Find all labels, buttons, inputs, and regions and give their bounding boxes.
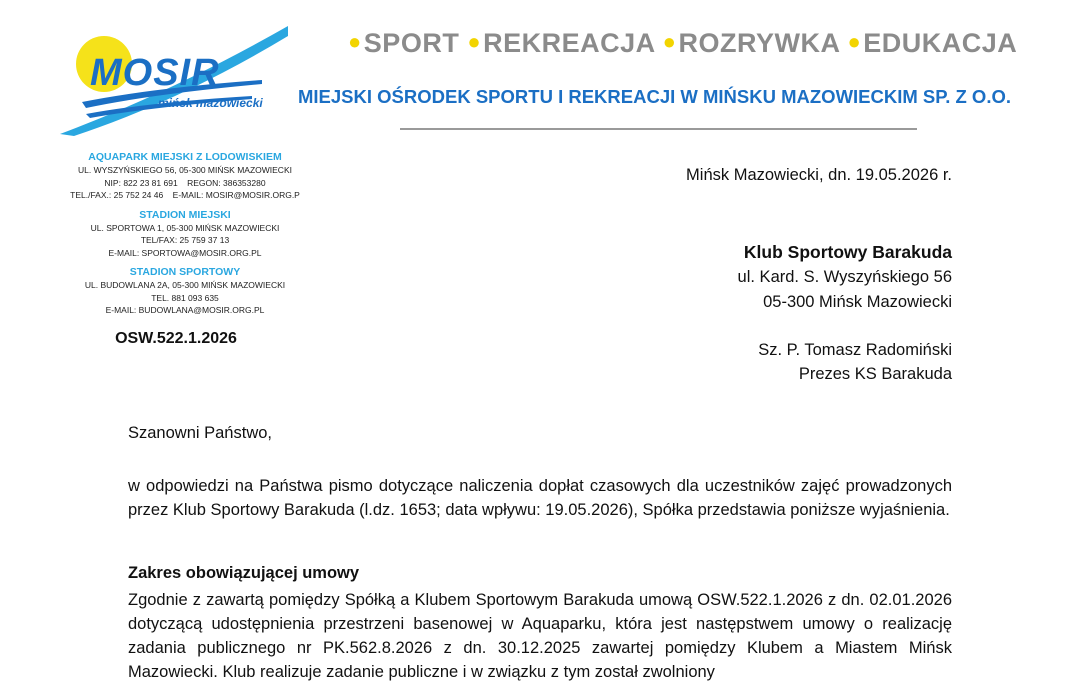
recipient-name: Klub Sportowy Barakuda (743, 242, 952, 262)
salutation: Szanowni Państwo, (128, 424, 272, 442)
slogan-item: SPORT (363, 28, 460, 58)
logo-tagline: mińsk mazowiecki (158, 96, 263, 110)
contact-section-title: AQUAPARK MIEJSKI Z LODOWISKIEM (88, 151, 282, 163)
attention-person: Sz. P. Tomasz Radomiński (758, 341, 952, 359)
bullet-dot-icon: ● (662, 29, 677, 54)
bullet-dot-icon: ● (348, 29, 362, 54)
contacts-column (40, 150, 330, 317)
organization-name: MIEJSKI OŚRODEK SPORTU I REKREACJI W MIŃSKU MAZOWIECKIM SP. Z O.O. (298, 86, 1011, 107)
contact-section-title: STADION MIEJSKI (139, 208, 231, 221)
recipient-city: 05-300 Mińsk Mazowiecki (763, 293, 952, 311)
contact-section-title: STADION SPORTOWY (129, 266, 241, 278)
attention-block (758, 338, 952, 386)
reference-number: OSW.522.1.2026 (115, 330, 237, 347)
bullet-dot-icon: ● (847, 29, 862, 54)
slogan-item: REKREACJA (483, 28, 655, 58)
section-heading: Zakres obowiązującej umowy (128, 564, 360, 582)
header-slogan (348, 28, 1017, 59)
contact-phone: TEL. 881 093 635 (151, 292, 219, 303)
logo-wordmark: MOSIR (90, 52, 220, 94)
contact-email: E-MAIL: SPORTOWA@MOSIR.ORG.PL (108, 247, 262, 258)
contact-address: UL. BUDOWLANA 2A, 05-300 MIŃSK MAZOWIECKI (84, 280, 286, 290)
contact-phone-email: TEL./FAX.: 25 752 24 46 E-MAIL: MOSIR@MOSIR.ORG.P (70, 190, 300, 200)
slogan-item: ROZRYWKA (678, 28, 840, 58)
recipient-street: ul. Kard. S. Wyszyńskiego 56 (737, 268, 952, 286)
paragraph: w odpowiedzi na Państwa pismo dotyczące naliczenia dopłat czasowych dla uczestników zajęć prowadzonych przez Klub Sportowy Barakuda (l.dz. 1653; data wpływu: 19.05.2026), Spółka przedstawia poniższe wyjaśnienia. (128, 477, 952, 519)
contact-email: E-MAIL: BUDOWLANA@MOSIR.ORG.PL (105, 305, 265, 315)
paragraph: Zgodnie z zawartą pomiędzy Spółką a Klubem Sportowym Barakuda umową OSW.522.1.2026 z dn. 02.01.2026 dotyczącą udostępnienia przestrzeni basenowej w Aquaparku, która jest następstwem umowy o realizację zadania publicznego nr PK.562.8.2026 z dn. 30.12.2025 zawartej pomiędzy Klubem a Miastem Mińsk Mazowiecki. Klub realizuje zadanie publiczne i w związku z tym został zwolniony (128, 591, 952, 681)
bullet-dot-icon: ● (467, 29, 482, 54)
attention-title: Prezes KS Barakuda (798, 365, 952, 383)
recipient-block (738, 240, 952, 315)
date-line: Mińsk Mazowiecki, dn. 19.05.2026 r. (686, 166, 952, 184)
contact-address: UL. SPORTOWA 1, 05-300 MIŃSK MAZOWIECKI (90, 222, 280, 233)
contact-address: UL. WYSZYŃSKIEGO 56, 05-300 MIŃSK MAZOWIECKI (78, 165, 292, 175)
contact-ids: NIP: 822 23 81 691 REGON: 386353280 (104, 177, 266, 188)
header-divider (400, 128, 917, 130)
contact-phone: TEL/FAX: 25 759 37 13 (140, 235, 230, 245)
slogan-item: EDUKACJA (863, 28, 1018, 58)
